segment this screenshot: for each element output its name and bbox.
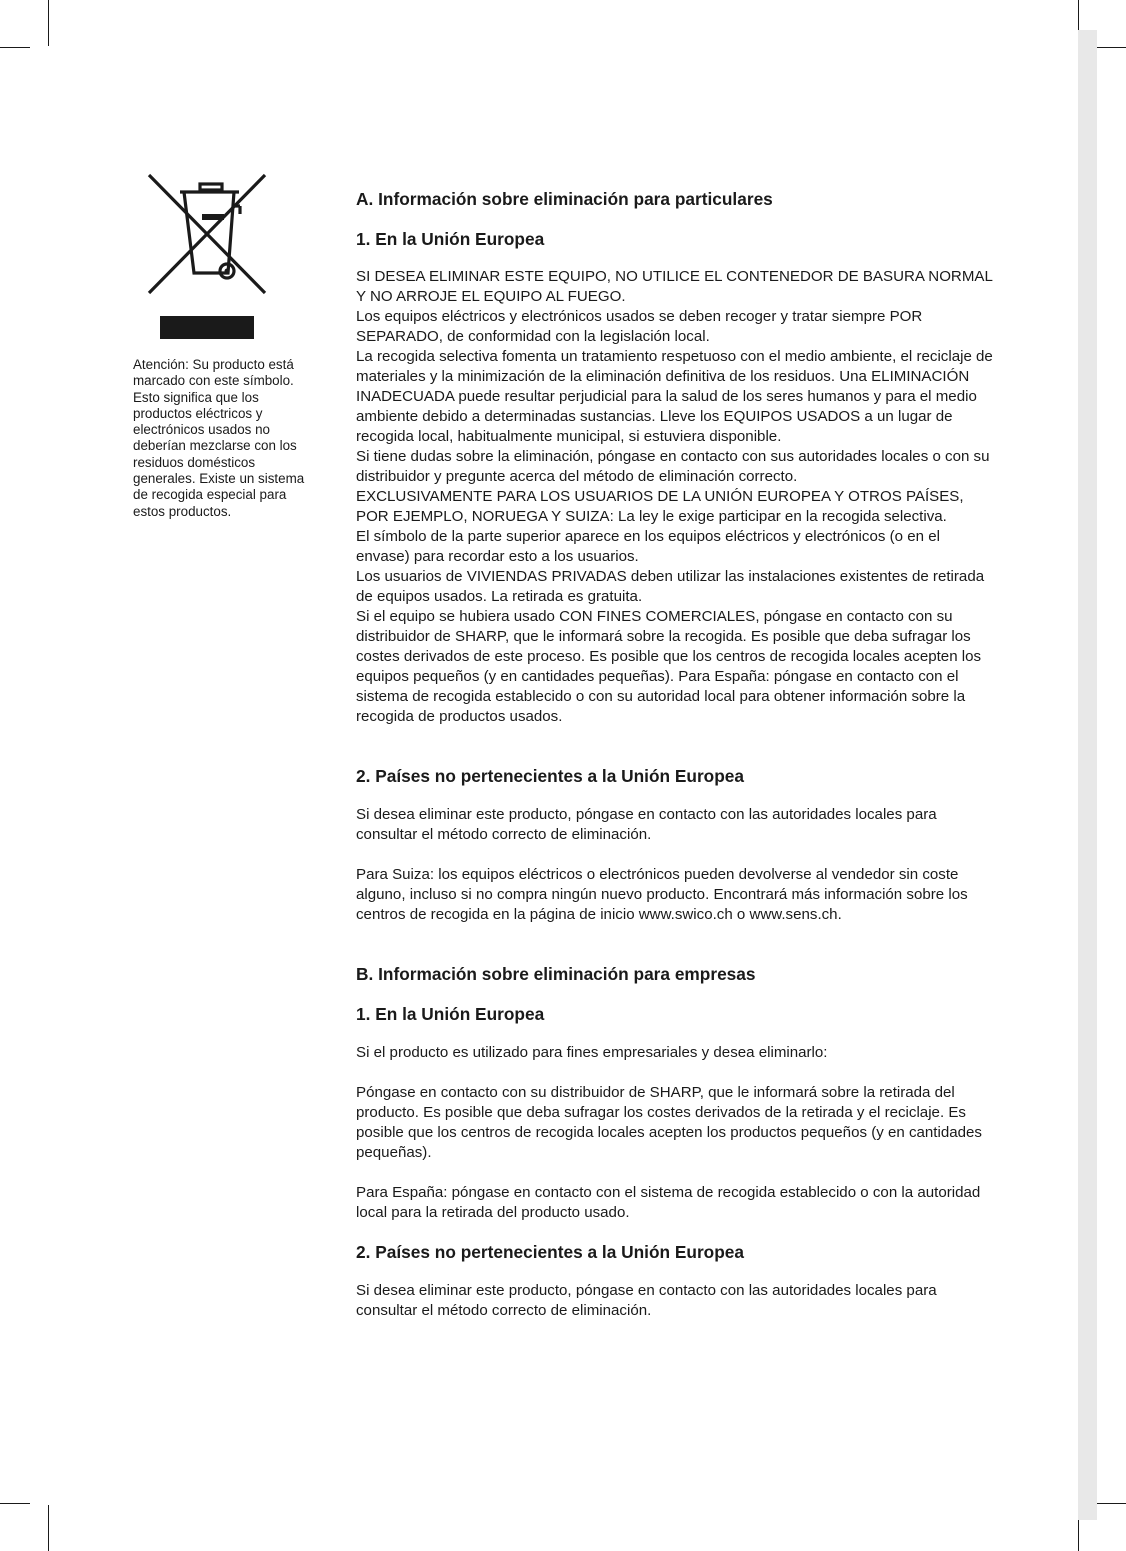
section-a-non-eu-body-1: Si desea eliminar este producto, póngase en contacto con las autoridades locales para consultar el método correcto de eliminación. (356, 806, 937, 843)
section-b-eu-heading: 1. En la Unión Europea (356, 1004, 545, 1024)
section-a-title: A. Información sobre eliminación para particulares (356, 189, 773, 209)
page-edge-band (1078, 30, 1097, 1520)
section-a-eu-body: SI DESEA ELIMINAR ESTE EQUIPO, NO UTILICE EL CONTENEDOR DE BASURA NORMAL Y NO ARROJE EL EQUIPO AL FUEGO. Los equipos eléctricos y electrónicos usados se deben recoger y tratar siempre POR SEPARADO, de conformidad con la legislación local. La recogida selectiva fomenta un tratamiento respetuoso con el medio ambiente, el reciclaje de materiales y la minimización de la eliminación definitiva de los residuos. Una ELIMINACIÓN INADECUADA puede resultar perjudicial para la salud de los seres humanos y para el medio ambiente debido a determinadas sustancias. Lleve los EQUIPOS USADOS a un lugar de recogida local, habitualmente municipal, si estuviera disponible. Si tiene dudas sobre la eliminación, póngase en contacto con sus autoridades locales o con su distribuidor y pregunte acerca del método de eliminación correcto. EXCLUSIVAMENTE PARA LOS USUARIOS DE LA UNIÓN EUROPEA Y OTROS PAÍSES, POR EJEMPLO, NORUEGA Y SUIZA: La ley le exige participar en la recogida selectiva. El símbolo de la parte superior aparece en los equipos eléctricos y electrónicos (o en el envase) para recordar esto a los usuarios. Los usuarios de VIVIENDAS PRIVADAS deben utilizar las instalaciones existentes de retirada de equipos usados. La retirada es gratuita. Si el equipo se hubiera usado CON FINES COMERCIALES, póngase en contacto con su distribuidor de SHARP, que le informará sobre la recogida. Es posible que deba sufragar los costes derivados de este proceso. Es posible que los centros de recogida locales acepten los equipos pequeños (y en cantidades pequeñas). Para España: póngase en contacto con el sistema de recogida establecido o con su autoridad local para obtener información sobre la recogida de productos usados. (356, 268, 993, 725)
section-b-title: B. Información sobre eliminación para empresas (356, 964, 756, 984)
section-a-eu-heading: 1. En la Unión Europea (356, 229, 545, 249)
main-content (356, 188, 996, 1321)
section-b-non-eu-body-1: Si desea eliminar este producto, póngase en contacto con las autoridades locales para consultar el método correcto de eliminación. (356, 1282, 937, 1319)
symbol-note: Atención: Su producto está marcado con este símbolo. Esto significa que los productos eléctricos y electrónicos usados no deberían mezclarse con los residuos domésticos generales. Existe un sistema de recogida especial para estos productos. (133, 357, 305, 519)
symbol-bar (160, 316, 254, 339)
crop-mark-bottom-left-vertical (48, 1505, 49, 1551)
crop-mark-top-left-horizontal (0, 47, 30, 48)
section-a-non-eu-body-2: Para Suiza: los equipos eléctricos o electrónicos pueden devolverse al vendedor sin coste alguno, incluso si no compra ningún nuevo producto. Encontrará más información sobre los centros de recogida en la página de inicio www.swico.ch o www.sens.ch. (356, 866, 968, 923)
section-b-non-eu-heading: 2. Países no pertenecientes a la Unión Europea (356, 1242, 745, 1262)
section-b-eu-body-3: Para España: póngase en contacto con el sistema de recogida establecido o con la autoridad local para la retirada del producto usado. (356, 1184, 981, 1221)
section-b-eu-body-2: Póngase en contacto con su distribuidor de SHARP, que le informará sobre la retirada del producto. Es posible que deba sufragar los costes derivados de la retirada y el reciclaje. Es posible que los centros de recogida locales acepten los productos pequeños (y en cantidades pequeñas). (356, 1084, 982, 1161)
crop-mark-bottom-left-horizontal (0, 1503, 30, 1504)
section-b-eu-body-1: Si el producto es utilizado para fines empresariales y desea eliminarlo: (356, 1044, 828, 1061)
crossed-out-wheelie-bin-icon (146, 172, 268, 296)
crop-mark-bottom-right-horizontal (1096, 1503, 1126, 1504)
crop-mark-top-right-horizontal (1096, 47, 1126, 48)
crop-mark-top-left-vertical (48, 0, 49, 46)
section-a-non-eu-heading: 2. Países no pertenecientes a la Unión Europea (356, 766, 745, 786)
